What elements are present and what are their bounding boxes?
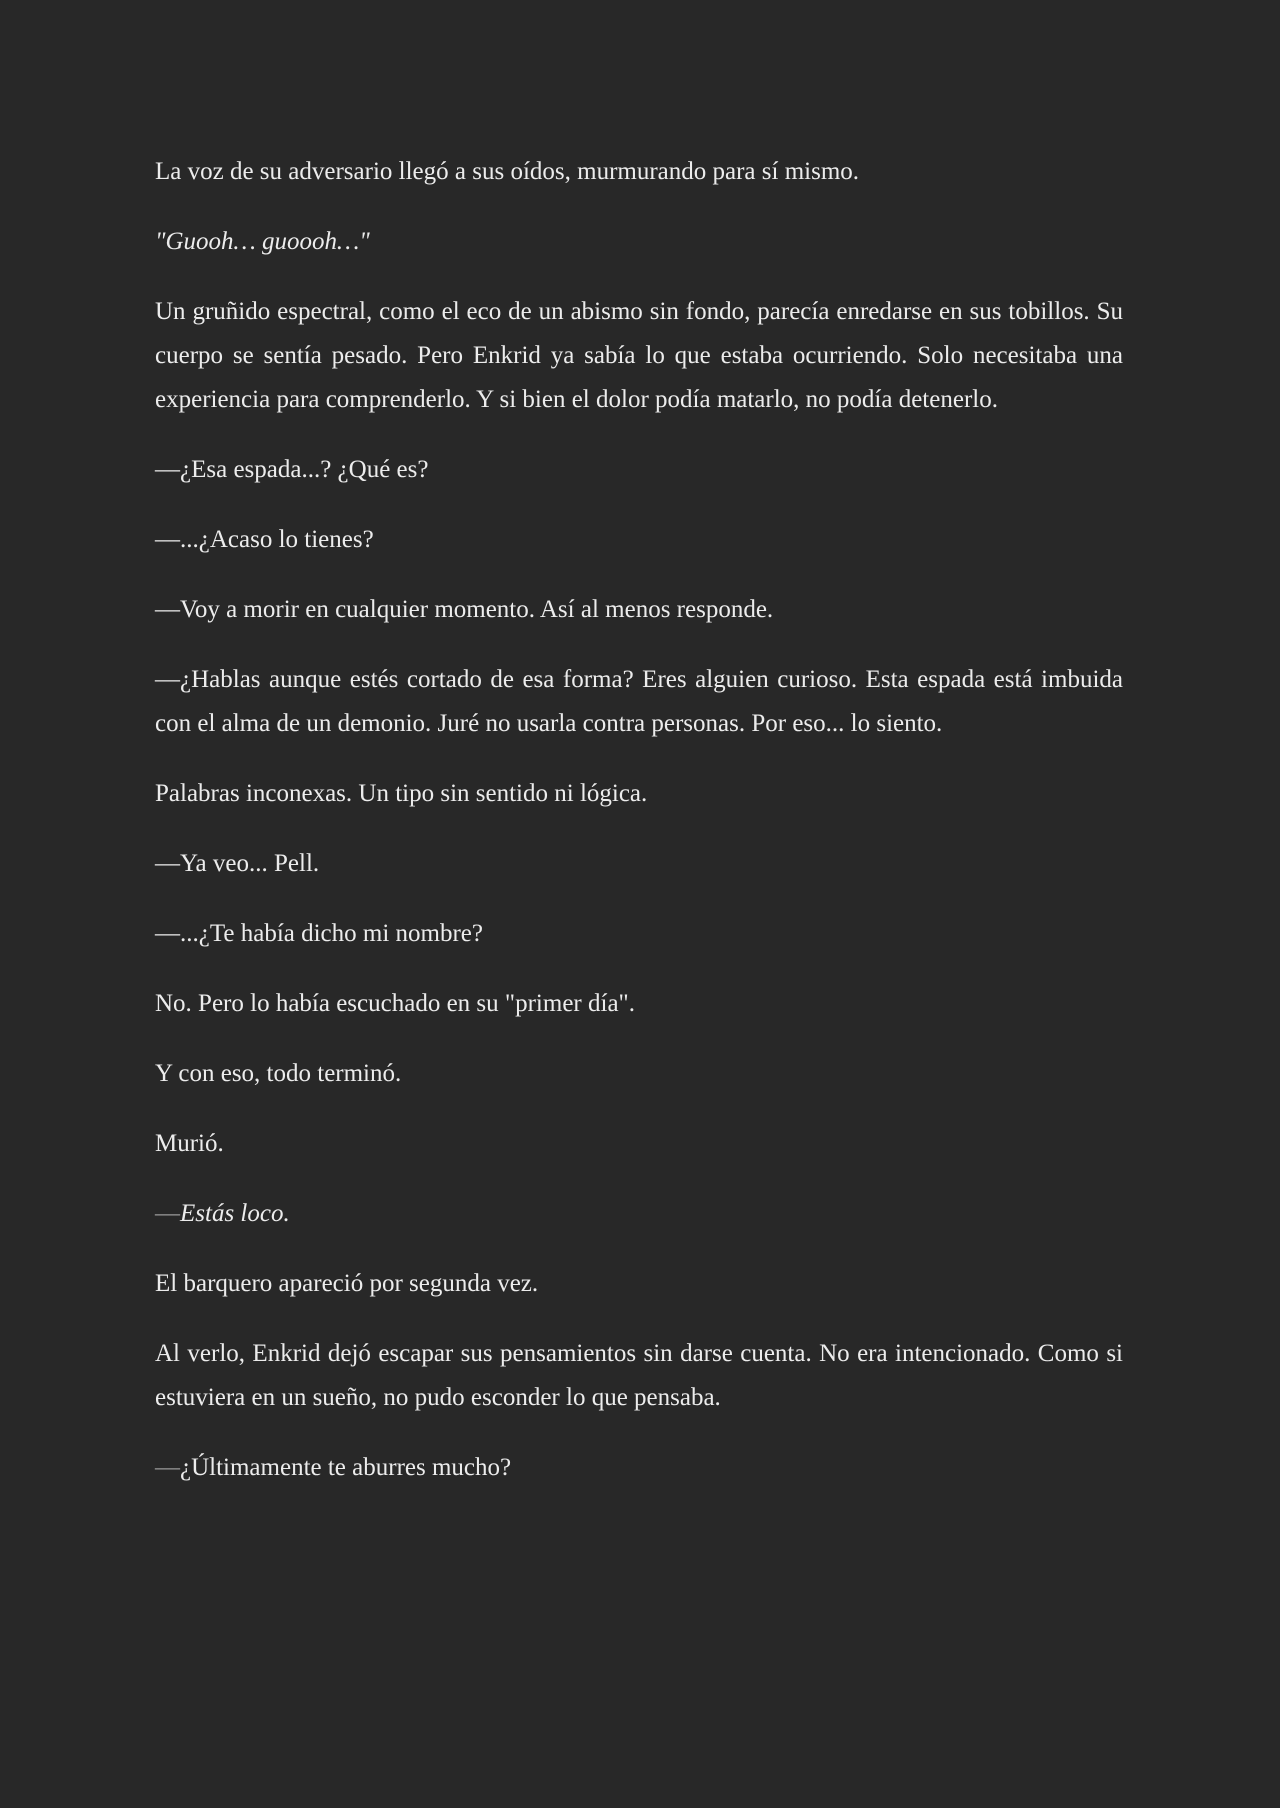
paragraph: Palabras inconexas. Un tipo sin sentido ni lógica.: [155, 780, 648, 807]
dialogue-dash: —: [155, 1454, 180, 1481]
dialogue-line: —¿Hablas aunque estés cortado de esa forma? Eres alguien curioso. Esta espada está imbuida con el alma de un demonio. Juré no usarla contra personas. Por eso... lo siento.: [155, 666, 1123, 737]
paragraph: Y con eso, todo terminó.: [155, 1060, 402, 1087]
dialogue-line-italic: [155, 1192, 1123, 1236]
dialogue-dash: —: [155, 1200, 180, 1227]
paragraph: El barquero apareció por segunda vez.: [155, 1270, 539, 1297]
dialogue-text: Estás loco.: [180, 1200, 290, 1227]
paragraph: Al verlo, Enkrid dejó escapar sus pensamientos sin darse cuenta. No era intencionado. Como si estuviera en un sueño, no pudo esconder lo que pensaba.: [155, 1340, 1123, 1411]
dialogue-text: ¿Últimamente te aburres mucho?: [180, 1454, 512, 1481]
paragraph: Murió.: [155, 1130, 224, 1157]
dialogue-line: —¿Esa espada...? ¿Qué es?: [155, 456, 429, 483]
dialogue-line: [155, 1446, 1123, 1490]
dialogue-line: —...¿Te había dicho mi nombre?: [155, 920, 484, 947]
paragraph: "Guooh… guoooh…": [155, 228, 370, 255]
chapter-body: [155, 150, 1123, 1516]
dialogue-line: —...¿Acaso lo tienes?: [155, 526, 374, 553]
paragraph: Un gruñido espectral, como el eco de un abismo sin fondo, parecía enredarse en sus tobillos. Su cuerpo se sentía pesado. Pero Enkrid ya sabía lo que estaba ocurriendo. Solo necesitaba una experiencia para comprenderlo. Y si bien el dolor podía matarlo, no podía detenerlo.: [155, 298, 1123, 413]
dialogue-line: —Voy a morir en cualquier momento. Así al menos responde.: [155, 596, 774, 623]
dialogue-line: —Ya veo... Pell.: [155, 850, 320, 877]
paragraph: No. Pero lo había escuchado en su "primer día".: [155, 990, 635, 1017]
paragraph: La voz de su adversario llegó a sus oídos, murmurando para sí mismo.: [155, 158, 860, 185]
